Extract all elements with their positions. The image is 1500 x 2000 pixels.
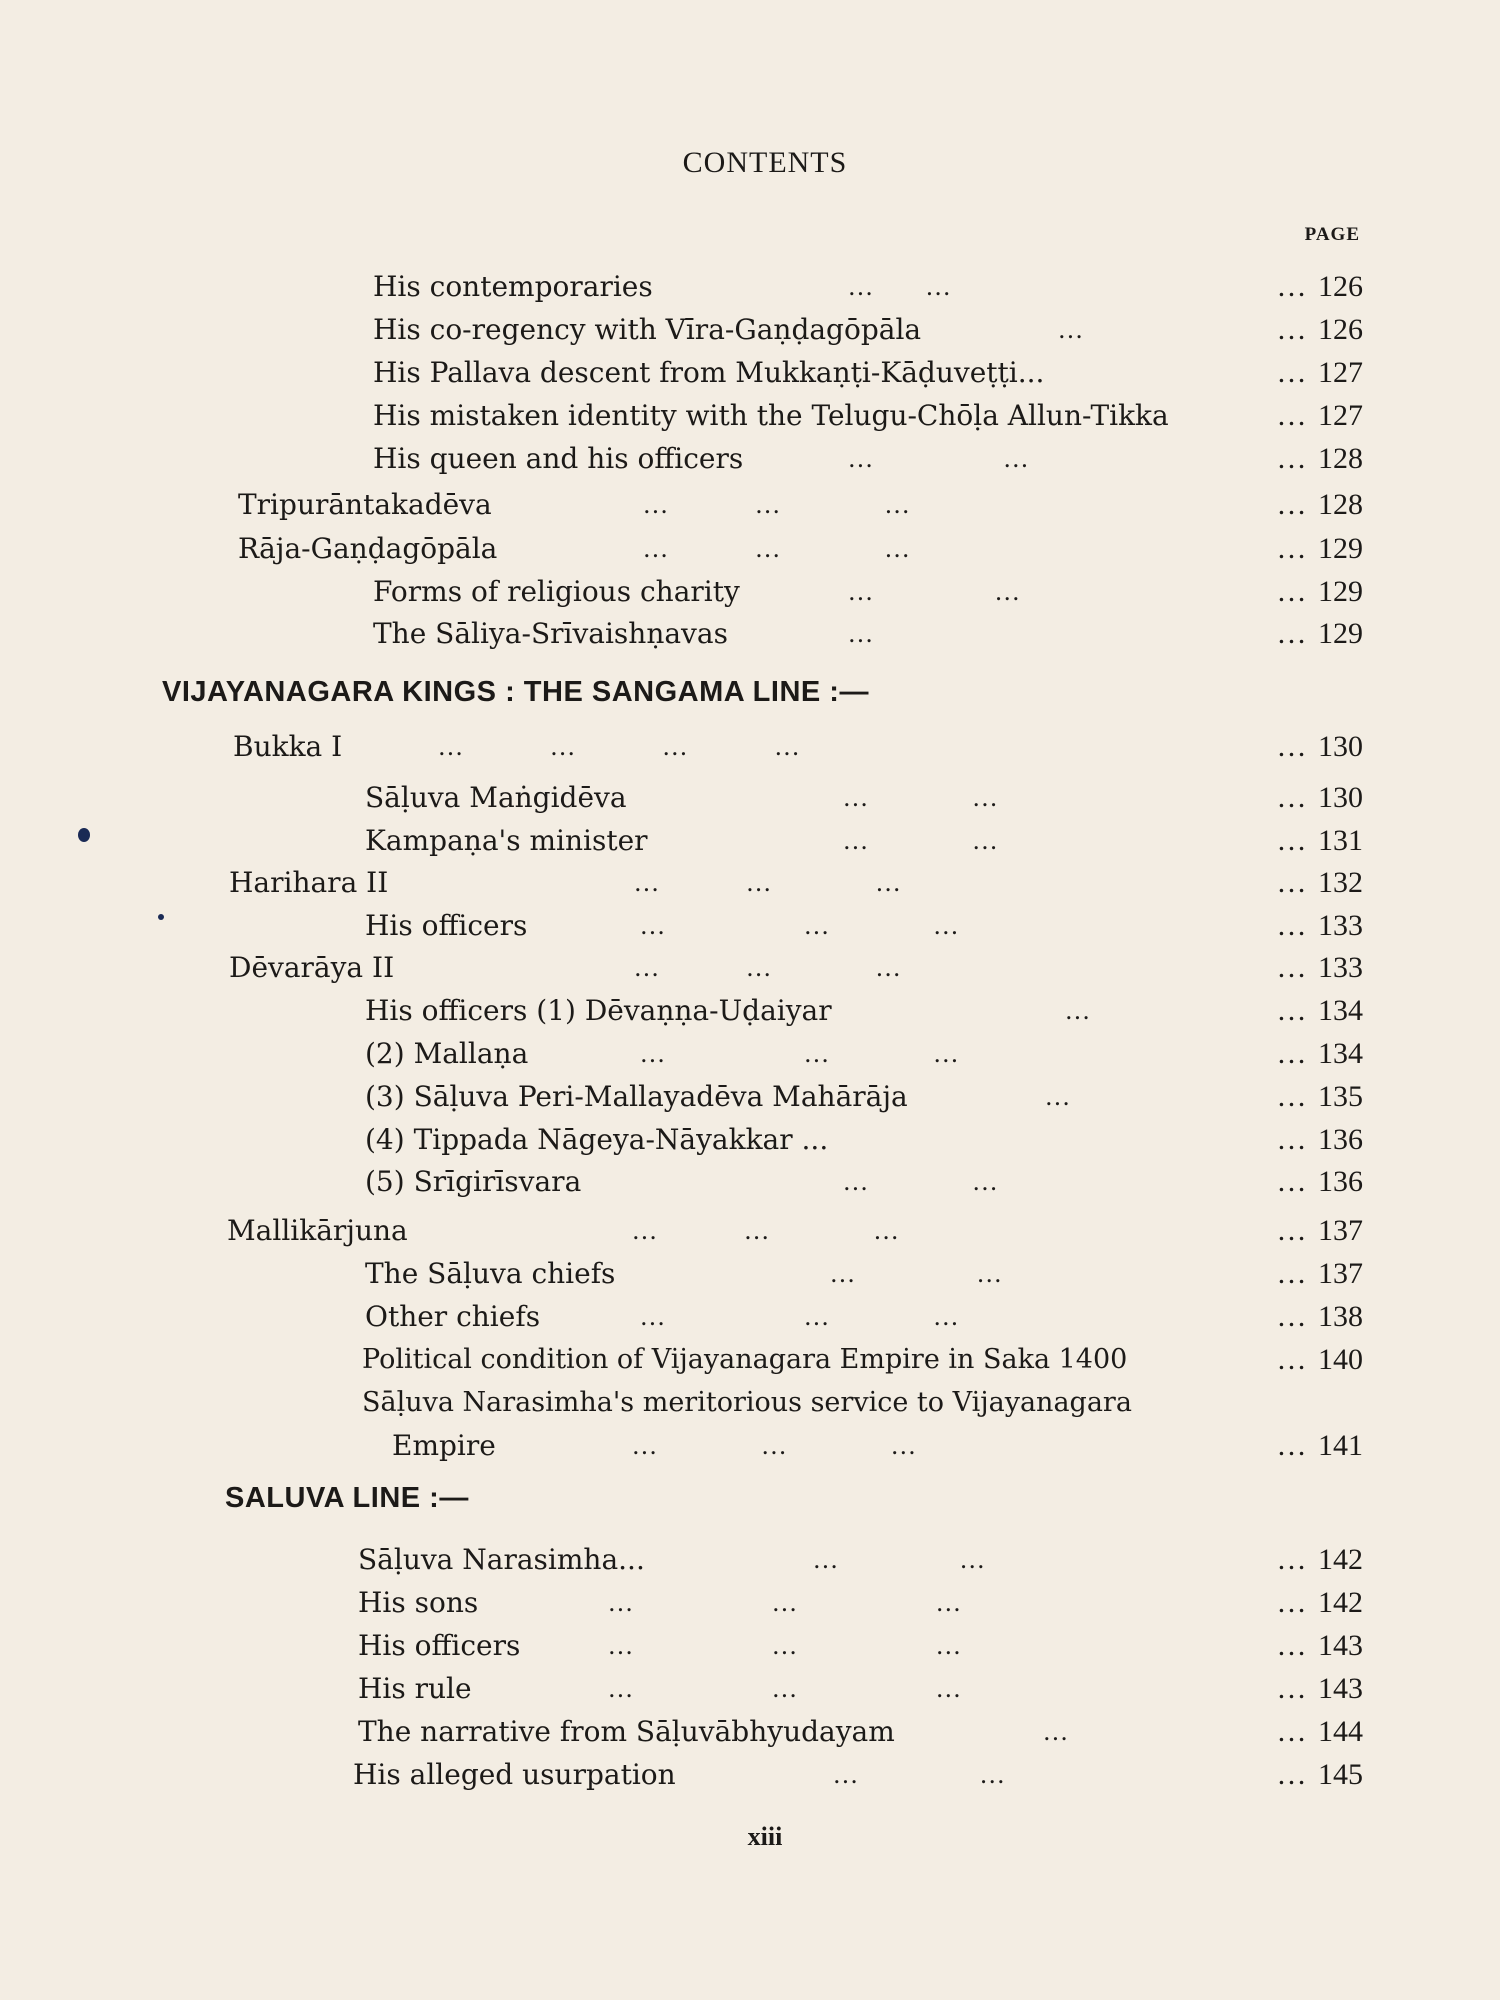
toc-entry-page: … 128 <box>1277 485 1364 525</box>
toc-entry-page: … 131 <box>1277 821 1364 861</box>
leader-dots: ... ... <box>833 1761 1006 1789</box>
toc-entry <box>358 1712 1363 1752</box>
toc-entry <box>373 353 1363 393</box>
leader-dots: ... <box>1043 1718 1069 1746</box>
leader-dots: ... ... ... <box>634 954 902 982</box>
toc-entry-page: … 145 <box>1277 1755 1364 1795</box>
toc-entry-page: … 142 <box>1277 1540 1364 1580</box>
toc-entry <box>373 614 1363 654</box>
page-column-label: PAGE <box>1304 224 1360 245</box>
leader-dots: ... ... <box>813 1546 986 1574</box>
leader-dots: ... <box>1058 316 1084 344</box>
toc-entry-text: Bukka I <box>233 730 343 763</box>
toc-entry-page: … 132 <box>1277 863 1364 903</box>
toc-entry <box>358 1540 1363 1580</box>
toc-entry-text: Political condition of Vijayanagara Empire in Saka 1400 <box>362 1344 1128 1375</box>
toc-entry-page: … 134 <box>1277 1034 1364 1074</box>
leader-dots: ... ... ... <box>608 1675 962 1703</box>
toc-entry <box>229 948 1363 988</box>
toc-entry <box>365 1077 1363 1117</box>
leader-dots: ... <box>1045 1083 1071 1111</box>
toc-entry <box>358 1669 1363 1709</box>
toc-entry-text: Tripurāntakadēva <box>238 488 492 521</box>
leader-dots: ... ... <box>843 784 999 812</box>
toc-entry <box>358 1583 1363 1623</box>
toc-entry-page: … 129 <box>1277 572 1364 612</box>
toc-entry <box>365 1162 1363 1202</box>
toc-entry-text: (5) Srīgirīsvara <box>365 1165 582 1198</box>
toc-entry <box>373 439 1363 479</box>
leader-dots: ... ... ... <box>632 1217 900 1245</box>
leader-dots: ... ... ... <box>608 1589 962 1617</box>
leader-dots: ... <box>848 620 874 648</box>
toc-entry-text: His rule <box>358 1672 472 1705</box>
toc-entry-text: Sāḷuva Maṅgidēva <box>365 781 627 814</box>
ink-spot <box>78 828 90 842</box>
leader-dots: ... ... ... <box>640 912 960 940</box>
toc-entry <box>373 310 1363 350</box>
toc-entry-page: … 126 <box>1277 267 1364 307</box>
toc-entry-page: … 137 <box>1277 1254 1364 1294</box>
page-title: CONTENTS <box>682 146 848 179</box>
toc-entry-page: … 135 <box>1277 1077 1364 1117</box>
toc-entry <box>373 572 1363 612</box>
leader-dots: ... ... ... <box>643 491 911 519</box>
toc-entry-text: His Pallava descent from Mukkaṇṭi-Kāḍuveṭṭi... <box>373 356 1045 389</box>
toc-entry-text: His officers <box>358 1629 521 1662</box>
toc-entry-page: … 134 <box>1277 991 1364 1031</box>
toc-entry-page: … 129 <box>1277 614 1364 654</box>
toc-entry-text: Empire <box>392 1429 496 1462</box>
toc-entry <box>373 396 1363 436</box>
toc-entry-text: His mistaken identity with the Telugu-Chōḷa Allun-Tikka <box>373 399 1169 432</box>
toc-entry-page: … 144 <box>1277 1712 1364 1752</box>
toc-entry-text: (4) Tippada Nāgeya-Nāyakkar ... <box>365 1123 829 1156</box>
leader-dots: ... ... ... <box>643 535 911 563</box>
toc-entry-page: … 129 <box>1277 529 1364 569</box>
toc-entry-text: His co-regency with Vīra-Gaṇḍagōpāla <box>373 313 922 346</box>
toc-entry-continuation <box>392 1426 1363 1466</box>
leader-dots: ... ... <box>830 1260 1003 1288</box>
toc-entry <box>362 1340 1363 1380</box>
toc-entry-page: … 137 <box>1277 1211 1364 1251</box>
toc-entry-first-line <box>362 1383 1363 1423</box>
toc-entry-text: The narrative from Sāḷuvābhyudayam <box>358 1715 895 1748</box>
toc-entry-page: … 141 <box>1277 1426 1364 1466</box>
toc-entry-text: Forms of religious charity <box>373 575 740 608</box>
section-heading-sangama: VIJAYANAGARA KINGS : THE SANGAMA LINE :— <box>162 676 869 708</box>
toc-entry-text: The Sāliya-Srīvaishṇavas <box>373 617 728 650</box>
toc-entry-page: … 130 <box>1277 727 1364 767</box>
toc-entry-text: His officers (1) Dēvaṇṇa-Uḍaiyar <box>365 994 832 1027</box>
toc-entry-text: The Sāḷuva chiefs <box>365 1257 616 1290</box>
toc-entry-page: … 127 <box>1277 353 1364 393</box>
toc-entry <box>233 727 1363 767</box>
toc-entry-page: … 136 <box>1277 1162 1364 1202</box>
toc-entry <box>365 1120 1363 1160</box>
toc-entry <box>229 863 1363 903</box>
ink-spot <box>158 914 164 920</box>
leader-dots: ... ... <box>848 445 1030 473</box>
toc-entry <box>227 1211 1363 1251</box>
toc-entry <box>365 778 1363 818</box>
leader-dots: ... ... ... <box>634 869 902 897</box>
toc-entry-text: Other chiefs <box>365 1300 541 1333</box>
toc-entry-page: … 127 <box>1277 396 1364 436</box>
toc-entry <box>365 906 1363 946</box>
toc-entry-page: … 128 <box>1277 439 1364 479</box>
leader-dots: ... ... ... <box>640 1303 960 1331</box>
leader-dots: ... ... ... <box>632 1432 917 1460</box>
toc-entry-page: … 143 <box>1277 1669 1364 1709</box>
toc-entry-page: … 143 <box>1277 1626 1364 1666</box>
toc-entry-text: Sāḷuva Narasimha... <box>358 1543 645 1576</box>
toc-entry-text: His queen and his officers <box>373 442 744 475</box>
leader-dots: ... ... ... ... <box>438 733 801 761</box>
toc-entry-page: … 136 <box>1277 1120 1364 1160</box>
toc-entry-page: … 133 <box>1277 906 1364 946</box>
toc-entry <box>365 1297 1363 1337</box>
leader-dots: ... ... ... <box>608 1632 962 1660</box>
toc-entry <box>358 1626 1363 1666</box>
toc-entry <box>238 485 1363 525</box>
toc-entry <box>365 1254 1363 1294</box>
toc-entry-text: (2) Mallaṇa <box>365 1037 529 1070</box>
page-number: xiii <box>747 1822 783 1851</box>
toc-entry-text: Sāḷuva Narasimha's meritorious service to Vijayanagara <box>362 1387 1132 1418</box>
toc-entry-text: Mallikārjuna <box>227 1214 408 1247</box>
toc-entry <box>365 821 1363 861</box>
toc-entry-text: His officers <box>365 909 528 942</box>
toc-entry-text: Rāja-Gaṇḍagōpāla <box>238 532 498 565</box>
section-heading-saluva: SALUVA LINE :— <box>225 1482 469 1514</box>
leader-dots: ... ... ... <box>640 1040 960 1068</box>
toc-entry-page: … 126 <box>1277 310 1364 350</box>
toc-entry-page: … 140 <box>1277 1340 1364 1380</box>
toc-entry-text: Harihara II <box>229 866 389 899</box>
leader-dots: ... <box>1065 997 1091 1025</box>
leader-dots: ... ... <box>848 273 952 301</box>
toc-entry <box>238 529 1363 569</box>
toc-entry-page: … 133 <box>1277 948 1364 988</box>
toc-entry-text: (3) Sāḷuva Peri-Mallayadēva Mahārāja <box>365 1080 908 1113</box>
leader-dots: ... ... <box>843 827 999 855</box>
toc-entry-text: Kampaṇa's minister <box>365 824 648 857</box>
toc-entry <box>353 1755 1363 1795</box>
toc-entry-page: … 130 <box>1277 778 1364 818</box>
leader-dots: ... ... <box>848 578 1021 606</box>
toc-entry <box>373 267 1363 307</box>
leader-dots: ... ... <box>843 1168 999 1196</box>
toc-entry <box>365 991 1363 1031</box>
toc-entry-text: Dēvarāya II <box>229 951 395 984</box>
toc-entry-text: His alleged usurpation <box>353 1758 676 1791</box>
toc-entry-page: … 138 <box>1277 1297 1364 1337</box>
toc-entry-text: His sons <box>358 1586 479 1619</box>
toc-entry <box>365 1034 1363 1074</box>
toc-entry-text: His contemporaries <box>373 270 653 303</box>
toc-entry-page: … 142 <box>1277 1583 1364 1623</box>
